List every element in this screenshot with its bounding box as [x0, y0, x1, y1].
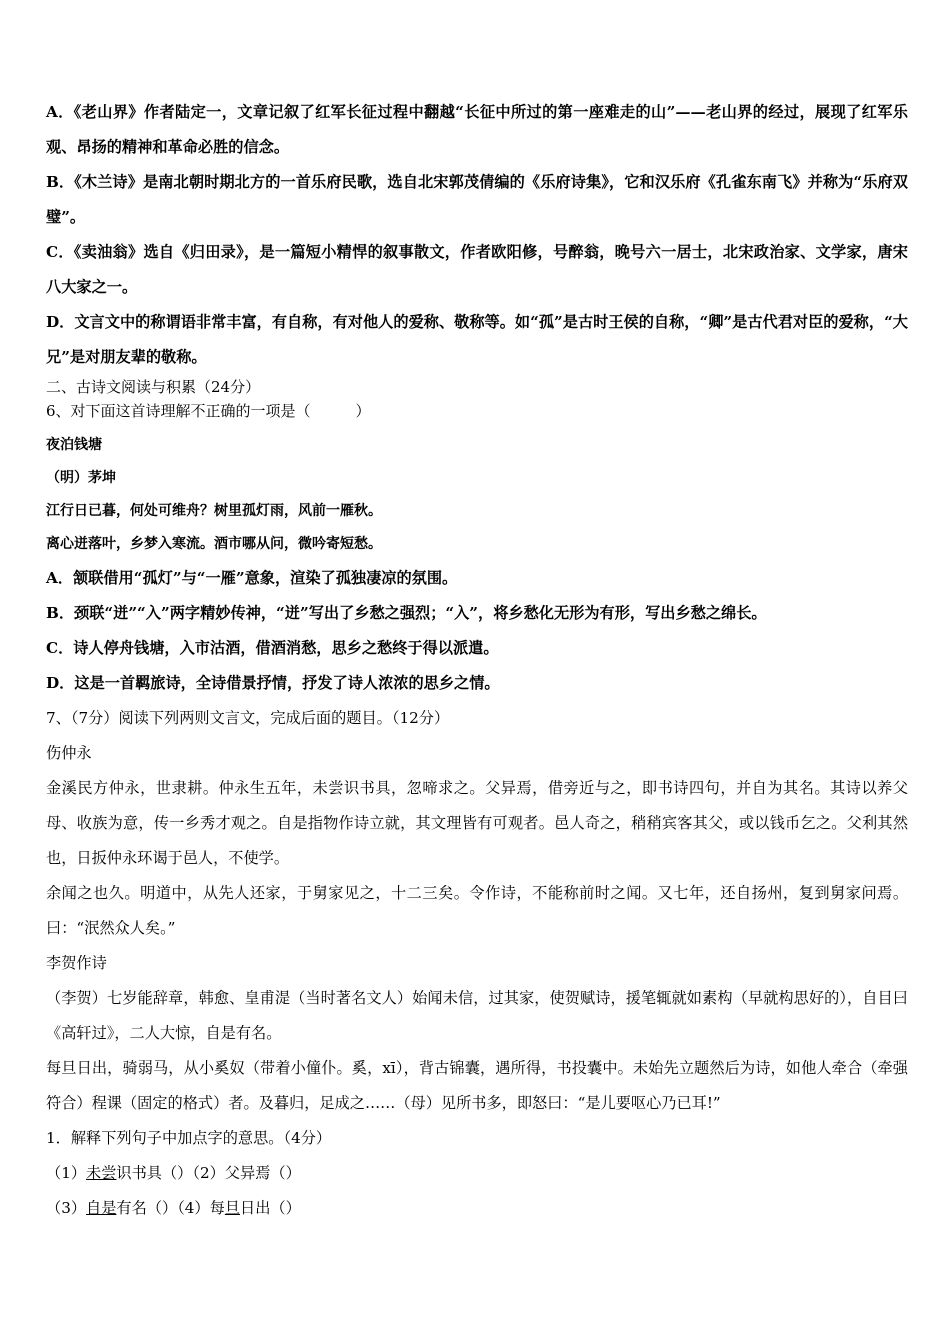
item-rest: 有名（）: [116, 1199, 178, 1217]
text2-paragraph: （李贺）七岁能辞章，韩愈、皇甫湜（当时著名文人）始闻未信，过其家，使贺赋诗，援笔辄就如素构（早就构思好的），自目曰《高轩过》，二人大惊，自是有名。: [46, 989, 908, 1042]
option-b: B．《木兰诗》是南北朝时期北方的一首乐府民歌，选自北宋郭茂倩编的《乐府诗集》，它和汉乐府《孔雀东南飞》并称为“乐府双璧”。: [46, 173, 908, 226]
q7-stem: 7、（7分）阅读下列两则文言文，完成后面的题目。（12分）: [46, 709, 450, 727]
word-items-line: [46, 1156, 908, 1191]
item-rest: 识书具（）: [116, 1164, 193, 1182]
item-number: （4）每: [177, 1199, 225, 1217]
text2-paragraph: 每旦日出，骑弱马，从小奚奴（带着小僮仆。奚，xī），背古锦囊，遇所得，书投囊中。未始先立题然后为诗，如他人牵合（牵强符合）程课（固定的格式）者。及暮归，足成之……（母）见所书多，即怒曰：“是儿要呕心乃已耳!”: [46, 1059, 908, 1112]
option-a: A．颔联借用“孤灯”与“一雁”意象，渲染了孤独凄凉的氛围。: [46, 569, 458, 587]
option-c: C．诗人停舟钱塘，入市沽酒，借酒消愁，思乡之愁终于得以派遣。: [46, 639, 499, 657]
section-heading: 二、古诗文阅读与积累（24分）: [46, 378, 261, 396]
document-page: [46, 95, 908, 1226]
dotted-word: 异: [240, 1164, 256, 1182]
item-number: （1）: [46, 1164, 87, 1182]
text1-paragraph: 余闻之也久。明道中，从先人还家，于舅家见之，十二三矣。令作诗，不能称前时之闻。又七年，还自扬州，复到舅家问焉。曰：“泯然众人矣。”: [46, 884, 908, 937]
text1-title: 伤仲永: [46, 744, 92, 762]
option-d: D．文言文中的称谓语非常丰富，有自称，有对他人的爱称、敬称等。如“孤”是古时王侯的自称，“卿”是古代君对臣的爱称，“大兄”是对朋友辈的敬称。: [46, 313, 908, 366]
dotted-word: 旦: [224, 1199, 240, 1217]
poem-title: 夜泊钱塘: [46, 437, 102, 453]
poem-line: 离心迸落叶，乡梦入寒流。酒市哪从问，微吟寄短愁。: [46, 536, 382, 552]
q5-options: [46, 95, 908, 375]
poem-author: （明）茅坤: [46, 470, 116, 486]
option-c: C．《卖油翁》选自《归田录》，是一篇短小精悍的叙事散文，作者欧阳修，号醉翁，晚号六一居士，北宋政治家、文学家，唐宋八大家之一。: [46, 243, 908, 296]
subquestion-1: 1．解释下列句子中加点字的意思。（4分）: [46, 1129, 332, 1147]
item-rest: 焉（）: [255, 1164, 301, 1182]
item-rest: 日出（）: [240, 1199, 301, 1217]
item-number: （3）: [46, 1199, 87, 1217]
q6-poem: [46, 429, 908, 561]
option-b: B．颈联“迸”“入”两字精妙传神，“迸”写出了乡愁之强烈；“入”，将乡愁化无形为有形，写出乡愁之绵长。: [46, 604, 767, 622]
dotted-word: 自是: [86, 1199, 117, 1217]
text1-paragraph: 金溪民方仲永，世隶耕。仲永生五年，未尝识书具，忽啼求之。父异焉，借旁近与之，即书诗四句，并自为其名。其诗以养父母、收族为意，传一乡秀才观之。自是指物作诗立就，其文理皆有可观者。邑人奇之，稍稍宾客其父，或以钱币乞之。父利其然也，日扳仲永环谒于邑人，不使学。: [46, 779, 908, 867]
item-number: （2）父: [192, 1164, 240, 1182]
dotted-word: 未尝: [86, 1164, 117, 1182]
poem-line: 江行日已暮，何处可维舟？树里孤灯雨，风前一雁秋。: [46, 503, 382, 519]
q6-options: [46, 561, 908, 701]
option-a: A．《老山界》作者陆定一，文章记叙了红军长征过程中翻越“长征中所过的第一座难走的山”——老山界的经过，展现了红军乐观、昂扬的精神和革命必胜的信念。: [46, 103, 908, 156]
option-d: D．这是一首羁旅诗，全诗借景抒情，抒发了诗人浓浓的思乡之情。: [46, 674, 500, 692]
text2-title: 李贺作诗: [46, 954, 107, 972]
word-items-line: [46, 1191, 908, 1226]
q6-stem: 6、对下面这首诗理解不正确的一项是（ ）: [46, 402, 371, 420]
